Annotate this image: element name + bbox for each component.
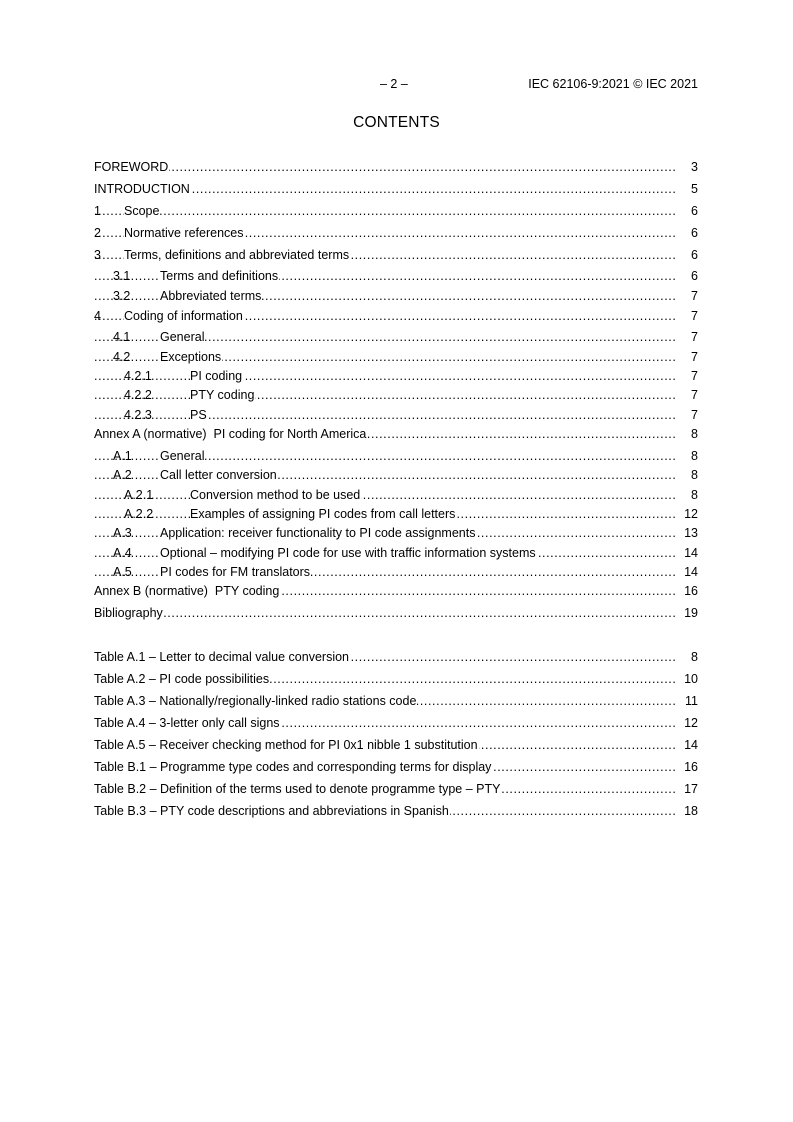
toc-entry-title: FOREWORD bbox=[94, 160, 169, 174]
toc-entry-number: 4.1 bbox=[113, 330, 131, 344]
toc-entry-page: 5 bbox=[691, 182, 698, 196]
toc-entry-page: 16 bbox=[684, 584, 698, 598]
toc-entry-normative-references[interactable] bbox=[94, 225, 698, 241]
toc-entry-page: 8 bbox=[691, 449, 698, 463]
toc-entry-page: 7 bbox=[691, 369, 698, 383]
toc-entry-title: PS bbox=[190, 408, 207, 422]
toc-entry-title: Annex A (normative) PI coding for North America bbox=[94, 427, 367, 441]
toc-entry-number: 4.2 bbox=[113, 350, 131, 364]
table-list-page: 16 bbox=[684, 760, 698, 774]
toc-entry-4-1[interactable] bbox=[94, 329, 698, 345]
toc-entry-number: 4.2.1 bbox=[124, 369, 152, 383]
toc-leader bbox=[94, 159, 676, 175]
table-list-title: Table A.3 – Nationally/regionally-linked radio stations code bbox=[94, 694, 417, 708]
toc-entry-number: 3 bbox=[94, 248, 101, 262]
toc-entry-a-2[interactable] bbox=[94, 467, 698, 483]
toc-entry-page: 14 bbox=[684, 546, 698, 560]
toc-entry-number: 4 bbox=[94, 309, 101, 323]
table-list-title: Table B.2 – Definition of the terms used to denote programme type – PTY bbox=[94, 782, 501, 796]
table-list-entry-a-3[interactable] bbox=[94, 693, 698, 709]
toc-leader bbox=[94, 368, 676, 384]
toc-entry-title: Normative references bbox=[124, 226, 244, 240]
table-list-title: Table B.1 – Programme type codes and corresponding terms for display bbox=[94, 760, 492, 774]
toc-entry-number: 4.2.3 bbox=[124, 408, 152, 422]
toc-entry-page: 7 bbox=[691, 408, 698, 422]
toc-entry-3-1[interactable] bbox=[94, 268, 698, 284]
table-list-page: 11 bbox=[685, 694, 698, 708]
toc-entry-title: Examples of assigning PI codes from call letters bbox=[190, 507, 456, 521]
toc-entry-title: INTRODUCTION bbox=[94, 182, 190, 196]
toc-entry-4-2-2[interactable] bbox=[94, 387, 698, 403]
toc-entry-number: A.5 bbox=[113, 565, 132, 579]
toc-entry-scope[interactable] bbox=[94, 203, 698, 219]
table-list-title: Table B.3 – PTY code descriptions and abbreviations in Spanish bbox=[94, 804, 449, 818]
toc-entry-title: Optional – modifying PI code for use with traffic information systems bbox=[160, 546, 536, 560]
toc-leader bbox=[94, 487, 676, 503]
toc-entry-4-2[interactable] bbox=[94, 349, 698, 365]
table-list-page: 14 bbox=[684, 738, 698, 752]
table-list-entry-b-3[interactable] bbox=[94, 803, 698, 819]
toc-entry-title: Terms, definitions and abbreviated terms bbox=[124, 248, 350, 262]
toc-entry-number: A.3 bbox=[113, 526, 132, 540]
toc-entry-foreword[interactable] bbox=[94, 159, 698, 175]
toc-entry-number: A.1 bbox=[113, 449, 132, 463]
toc-entry-a-4[interactable] bbox=[94, 545, 698, 561]
toc-entry-page: 7 bbox=[691, 309, 698, 323]
toc-entry-title: Bibliography bbox=[94, 606, 163, 620]
toc-entry-title: PI codes for FM translators bbox=[160, 565, 311, 579]
toc-entry-title: Abbreviated terms bbox=[160, 289, 262, 303]
table-list-page: 18 bbox=[684, 804, 698, 818]
toc-entry-a-1[interactable] bbox=[94, 448, 698, 464]
toc-leader bbox=[94, 203, 676, 219]
toc-entry-4-2-3[interactable] bbox=[94, 407, 698, 423]
toc-entry-3-2[interactable] bbox=[94, 288, 698, 304]
toc-entry-page: 7 bbox=[691, 289, 698, 303]
toc-entry-annex-b[interactable] bbox=[94, 583, 698, 599]
toc-entry-number: A.2.1 bbox=[124, 488, 154, 502]
toc-entry-a-2-1[interactable] bbox=[94, 487, 698, 503]
toc-entry-title: General bbox=[160, 330, 205, 344]
toc-entry-number: 4.2.2 bbox=[124, 388, 152, 402]
toc-entry-page: 14 bbox=[684, 565, 698, 579]
toc-entry-number: A.2 bbox=[113, 468, 132, 482]
toc-entry-page: 6 bbox=[691, 226, 698, 240]
toc-entry-number: A.2.2 bbox=[124, 507, 154, 521]
toc-entry-page: 7 bbox=[691, 350, 698, 364]
table-list-entry-a-5[interactable] bbox=[94, 737, 698, 753]
table-list-title: Table A.2 – PI code possibilities bbox=[94, 672, 270, 686]
toc-entry-number: A.4 bbox=[113, 546, 132, 560]
toc-entry-page: 8 bbox=[691, 427, 698, 441]
toc-entry-number: 3.2 bbox=[113, 289, 131, 303]
toc-entry-page: 12 bbox=[684, 507, 698, 521]
contents-title: CONTENTS bbox=[353, 114, 440, 131]
toc-entry-number: 1 bbox=[94, 204, 101, 218]
toc-entry-coding-of-information[interactable] bbox=[94, 308, 698, 324]
table-list-title: Table A.5 – Receiver checking method for PI 0x1 nibble 1 substitution bbox=[94, 738, 478, 752]
toc-entry-page: 7 bbox=[691, 388, 698, 402]
toc-entry-4-2-1[interactable] bbox=[94, 368, 698, 384]
page-header bbox=[94, 76, 698, 92]
toc-entry-page: 19 bbox=[684, 606, 698, 620]
toc-entry-a-3[interactable] bbox=[94, 525, 698, 541]
toc-entry-page: 6 bbox=[691, 248, 698, 262]
toc-entry-page: 8 bbox=[691, 488, 698, 502]
toc-entry-page: 8 bbox=[691, 468, 698, 482]
toc-entry-title: Application: receiver functionality to PI code assignments bbox=[160, 526, 476, 540]
toc-entry-title: Call letter conversion bbox=[160, 468, 277, 482]
table-list-entry-b-2[interactable] bbox=[94, 781, 698, 797]
toc-entry-title: Scope bbox=[124, 204, 160, 218]
table-list-page: 10 bbox=[684, 672, 698, 686]
table-list-title: Table A.4 – 3-letter only call signs bbox=[94, 716, 280, 730]
table-list-page: 8 bbox=[691, 650, 698, 664]
table-list-entry-a-4[interactable] bbox=[94, 715, 698, 731]
toc-leader bbox=[94, 387, 676, 403]
toc-entry-title: Annex B (normative) PTY coding bbox=[94, 584, 280, 598]
toc-entry-title: Terms and definitions bbox=[160, 269, 279, 283]
toc-entry-page: 3 bbox=[691, 160, 698, 174]
toc-entry-bibliography[interactable] bbox=[94, 605, 698, 621]
toc-entry-title: Coding of information bbox=[124, 309, 243, 323]
toc-entry-a-5[interactable] bbox=[94, 564, 698, 580]
table-list-page: 17 bbox=[684, 782, 698, 796]
table-list-title: Table A.1 – Letter to decimal value conversion bbox=[94, 650, 350, 664]
toc-leader bbox=[94, 605, 676, 621]
toc-entry-title: Exceptions bbox=[160, 350, 222, 364]
table-list-entry-b-1[interactable] bbox=[94, 759, 698, 775]
toc-entry-page: 7 bbox=[691, 330, 698, 344]
toc-entry-page: 6 bbox=[691, 204, 698, 218]
toc-entry-a-2-2[interactable] bbox=[94, 506, 698, 522]
copyright-notice: IEC 62106-9:2021 © IEC 2021 bbox=[528, 77, 698, 91]
toc-entry-title: PI coding bbox=[190, 369, 243, 383]
page-number: – 2 – bbox=[380, 77, 408, 91]
table-list-page: 12 bbox=[684, 716, 698, 730]
toc-entry-number: 3.1 bbox=[113, 269, 131, 283]
toc-entry-annex-a[interactable] bbox=[94, 426, 698, 442]
toc-entry-page: 13 bbox=[684, 526, 698, 540]
toc-entry-number: 2 bbox=[94, 226, 101, 240]
toc-entry-terms-definitions[interactable] bbox=[94, 247, 698, 263]
toc-entry-title: PTY coding bbox=[190, 388, 255, 402]
toc-entry-title: General bbox=[160, 449, 205, 463]
table-list-entry-a-2[interactable] bbox=[94, 671, 698, 687]
toc-entry-page: 6 bbox=[691, 269, 698, 283]
table-list-entry-a-1[interactable] bbox=[94, 649, 698, 665]
toc-entry-title: Conversion method to be used bbox=[190, 488, 361, 502]
toc-entry-introduction[interactable] bbox=[94, 181, 698, 197]
toc-leader bbox=[94, 407, 676, 423]
